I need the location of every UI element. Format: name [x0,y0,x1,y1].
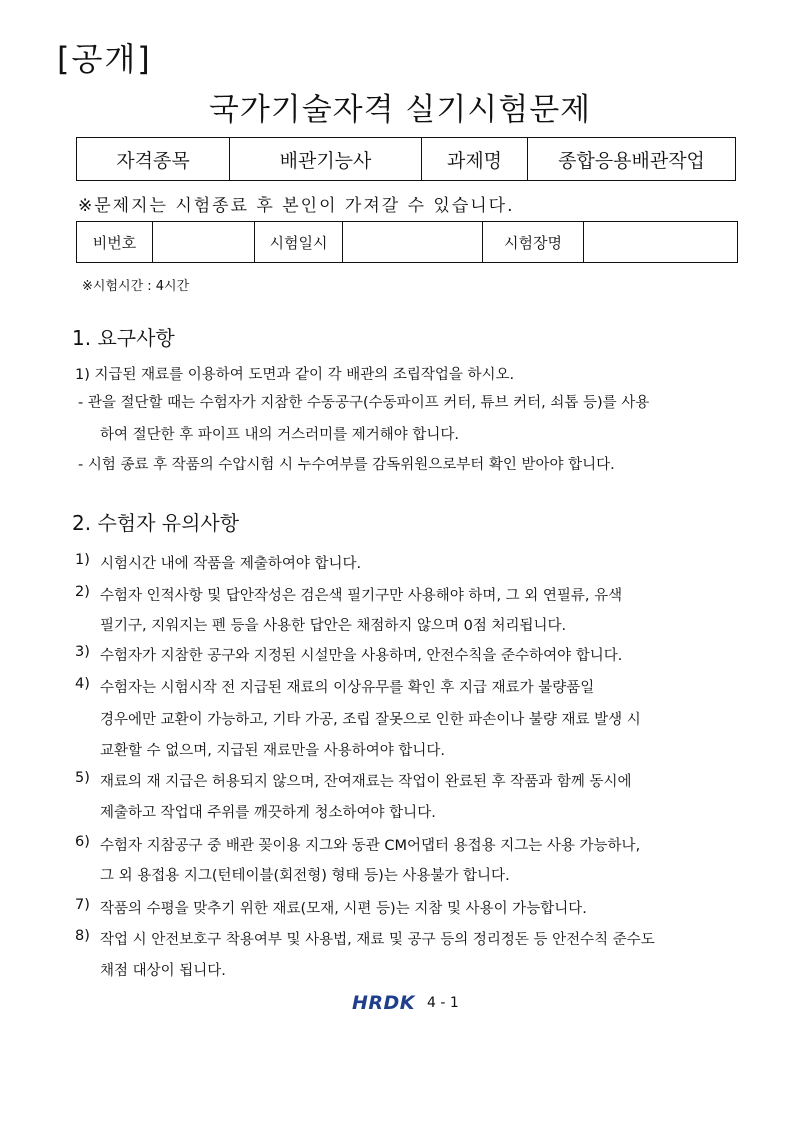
notice-text: ※문제지는 시험종료 후 본인이 가져갈 수 있습니다. [78,196,515,216]
section-requirements-title: 1. 요구사항 [72,326,175,350]
hrdk-logo: HRDK [352,992,416,1014]
caution-line: 교환할 수 없으며, 지급된 재료만을 사용하여야 합니다. [100,743,446,759]
caution-number: 6) [75,834,90,850]
qualification-value: 배관기능사 [230,138,422,181]
requirement-line: - 관을 절단할 때는 수험자가 지참한 수동공구(수동파이프 커터, 튜브 커터, 쇠톱 등)를 사용 [78,395,650,411]
exam-id-value[interactable] [153,222,255,263]
caution-line: 수험자는 시험시작 전 지급된 재료의 이상유무를 확인 후 지급 재료가 불량품일 [100,680,595,696]
requirement-line: 하여 절단한 후 파이프 내의 거스러미를 제거해야 합니다. [100,427,460,443]
caution-line: 수험자 지참공구 중 배관 꽂이용 지그와 동관 CM어댑터 용접용 지그는 사용 가능하나, [100,838,641,854]
disclosure-badge: [공개] [57,40,152,78]
caution-number: 3) [75,644,90,660]
caution-line: 채점 대상이 됩니다. [100,963,226,979]
caution-number: 1) [75,552,90,568]
requirement-line: 1) 지급된 재료를 이용하여 도면과 같이 각 배관의 조립작업을 하시오. [75,367,515,383]
exam-id-label: 비번호 [77,222,153,263]
page-footer [352,992,459,1014]
exam-place-label: 시험장명 [483,222,584,263]
qualification-label: 자격종목 [77,138,230,181]
caution-line: 그 외 용접용 지그(턴테이블(회전형) 형태 등)는 사용불가 합니다. [100,868,510,884]
requirement-line: - 시험 종료 후 작품의 수압시험 시 누수여부를 감독위원으로부터 확인 받아야 합니다. [78,457,615,473]
exam-date-value[interactable] [343,222,483,263]
page-title: 국가기술자격 실기시험문제 [208,92,592,128]
caution-line: 재료의 재 지급은 허용되지 않으며, 잔여재료는 작업이 완료된 후 작품과 함께 동시에 [100,774,632,790]
section-cautions-title: 2. 수험자 유의사항 [72,511,240,535]
exam-place-value[interactable] [584,222,738,263]
caution-number: 4) [75,676,90,692]
caution-line: 작품의 수평을 맞추기 위한 재료(모재, 시편 등)는 지참 및 사용이 가능합니다. [100,901,587,917]
caution-line: 경우에만 교환이 가능하고, 기타 가공, 조립 잘못으로 인한 파손이나 불량 재료 발생 시 [100,712,641,728]
exam-duration: ※시험시간 : 4시간 [82,279,190,294]
caution-line: 수험자가 지참한 공구와 지정된 시설만을 사용하며, 안전수칙을 준수하여야 합니다. [100,648,623,664]
exam-info-table [76,221,738,263]
caution-number: 8) [75,928,90,944]
caution-line: 시험시간 내에 작품을 제출하여야 합니다. [100,556,362,572]
task-value: 종합응용배관작업 [528,138,736,181]
caution-line: 제출하고 작업대 주위를 깨끗하게 청소하여야 합니다. [100,805,436,821]
caution-line: 수험자 인적사항 및 답안작성은 검은색 필기구만 사용해야 하며, 그 외 연필류, 유색 [100,588,623,604]
caution-number: 7) [75,897,90,913]
task-label: 과제명 [422,138,528,181]
exam-date-label: 시험일시 [255,222,343,263]
caution-line: 필기구, 지워지는 펜 등을 사용한 답안은 채점하지 않으며 0점 처리됩니다. [100,618,567,634]
caution-number: 5) [75,770,90,786]
caution-number: 2) [75,584,90,600]
page-number: 4 - 1 [427,995,459,1011]
qualification-table [76,137,736,181]
caution-line: 작업 시 안전보호구 착용여부 및 사용법, 재료 및 공구 등의 정리정돈 등 안전수칙 준수도 [100,932,655,948]
